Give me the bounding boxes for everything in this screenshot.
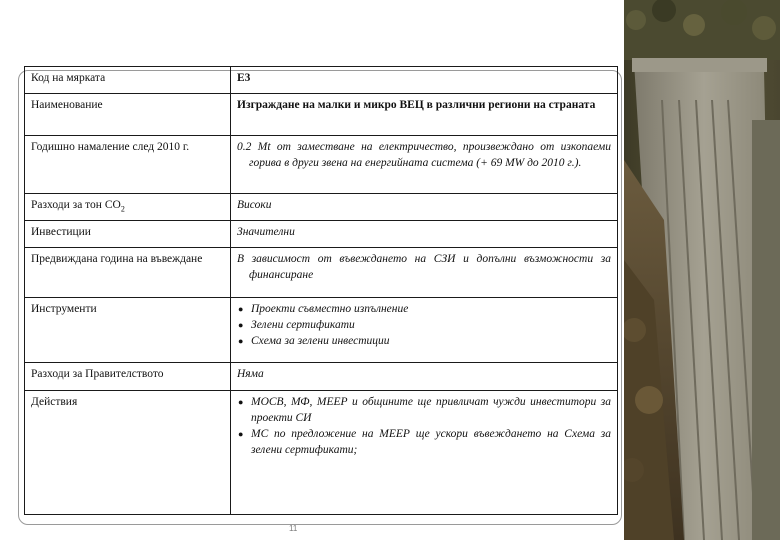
dam-photo-illustration <box>624 0 780 540</box>
bullet-icon: ● <box>238 336 244 347</box>
row-value: Значителни <box>231 221 618 248</box>
table-row <box>25 136 618 194</box>
page-number: 11 <box>289 524 298 533</box>
list-item: ● МОСВ, МФ, МЕЕР и общините ще привличат чужди инвеститори за проекти СИ <box>238 396 611 425</box>
row-value: Няма <box>231 363 618 391</box>
list-item: ● Схема за зелени инвестиции <box>238 335 390 348</box>
list-item: ● МС по предложение на МЕЕР ще ускори въвеждането на Схема за зелени сертификати; <box>238 428 611 457</box>
bullet-icon: ● <box>238 429 244 440</box>
row-label: Код на мярката <box>25 67 231 94</box>
row-value: E3 <box>231 67 618 94</box>
actions-list <box>237 394 611 458</box>
table-row <box>25 248 618 298</box>
bullet-icon: ● <box>238 397 244 408</box>
measure-table <box>24 66 618 515</box>
instruments-list <box>237 301 611 349</box>
bullet-icon: ● <box>238 304 244 315</box>
dam-photo <box>624 0 780 540</box>
row-label: Разходи за Правителството <box>25 363 231 391</box>
row-label: Инструменти <box>25 298 231 363</box>
row-label: Годишно намаление след 2010 г. <box>25 136 231 194</box>
table-row <box>25 194 618 221</box>
row-value: 0.2 Mt от заместване на електричество, произвеждано от изкопаеми горива в други звена на енергийната система (+ 69 MW до 2010 г.). <box>231 136 618 194</box>
table-row <box>25 298 618 363</box>
row-label: Наименование <box>25 94 231 136</box>
row-label: Разходи за тон $СО_2$ <box>25 194 231 221</box>
table-row <box>25 67 618 94</box>
table-row <box>25 363 618 391</box>
row-label: Инвестиции <box>25 221 231 248</box>
row-value <box>231 298 618 363</box>
row-value: Високи <box>231 194 618 221</box>
row-value: Изграждане на малки и микро ВЕЦ в различни региони на страната <box>231 94 618 136</box>
list-item: ● Проекти съвместно изпълнение <box>238 303 409 316</box>
bullet-icon: ● <box>238 320 244 331</box>
table-row <box>25 94 618 136</box>
table-row <box>25 221 618 248</box>
list-item: ● Зелени сертификати <box>238 319 355 332</box>
table-row <box>25 391 618 515</box>
row-label: Действия <box>25 391 231 515</box>
row-label: Предвиждана година на въвеждане <box>25 248 231 298</box>
row-value: В зависимост от въвеждането на СЗИ и допълни възможности за финансиране <box>231 248 618 298</box>
row-value <box>231 391 618 515</box>
